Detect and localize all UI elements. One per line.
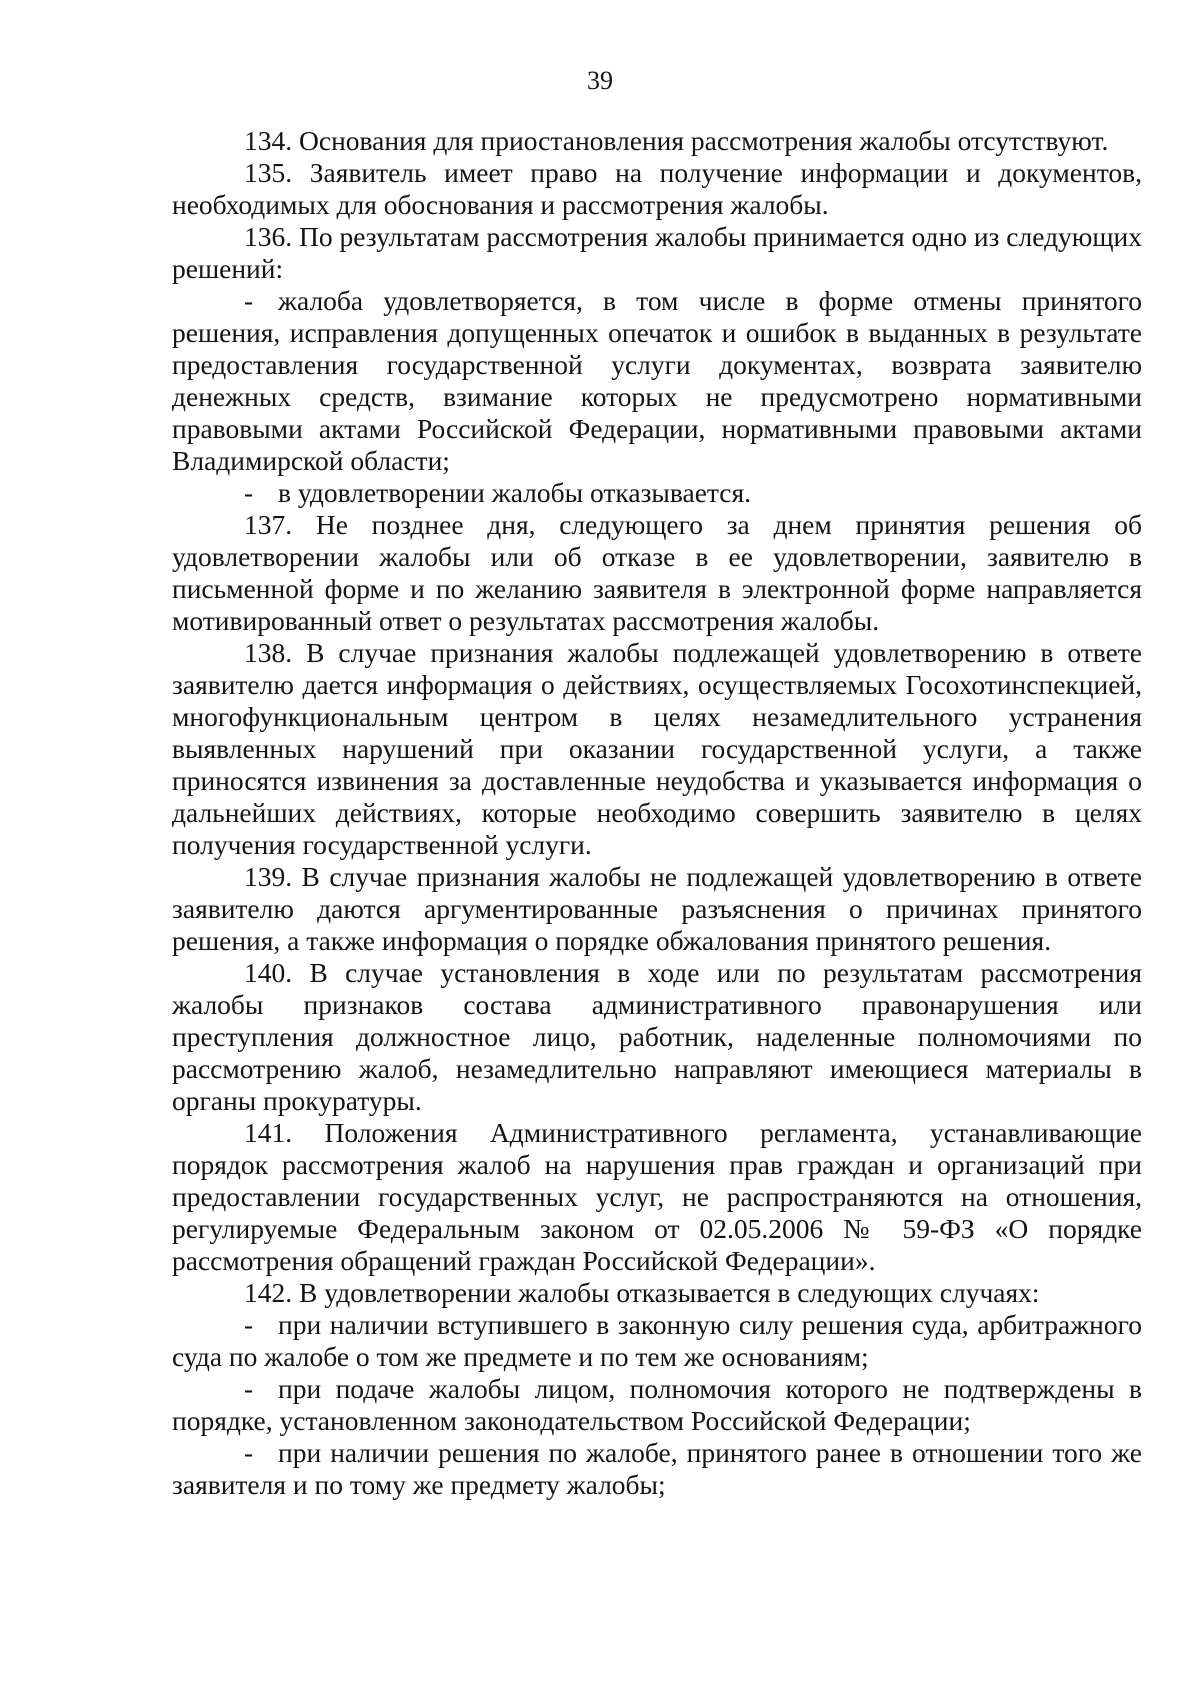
- paragraph-text: 139. В случае признания жалобы не подлежащей удовлетворению в ответе заявителю даются аргументированные разъяснения о причинах принятого решения, а также информация о порядке обжалования принятого решения.: [172, 861, 1142, 956]
- paragraph-134: [172, 125, 1142, 157]
- list-dash: -: [244, 1373, 254, 1404]
- list-dash: -: [244, 1437, 254, 1468]
- paragraph-136: [172, 221, 1142, 285]
- list-item-text: при наличии решения по жалобе, принятого ранее в отношении того же заявителя и по тому же предмету жалобы;: [172, 1437, 1142, 1500]
- paragraph-text: 136. По результатам рассмотрения жалобы принимается одно из следующих решений:: [172, 221, 1142, 284]
- paragraph-141: [172, 1117, 1142, 1277]
- list-item: [172, 285, 1142, 477]
- paragraph-text: 137. Не позднее дня, следующего за днем принятия решения об удовлетворении жалобы или об отказе в ее удовлетворении, заявителю в письменной форме и по желанию заявителя в электронной форме направляется мотивированный ответ о результатах рассмотрения жалобы.: [172, 509, 1142, 636]
- list-dash: -: [244, 1309, 254, 1340]
- paragraph-text: 140. В случае установления в ходе или по результатам рассмотрения жалобы признаков состава административного правонарушения или преступления должностное лицо, работник, наделенные полномочиями по рассмотрению жалоб, незамедлительно направляют имеющиеся материалы в органы прокуратуры.: [172, 957, 1142, 1116]
- paragraph-135: [172, 157, 1142, 221]
- paragraph-text: 134. Основания для приостановления рассмотрения жалобы отсутствуют.: [244, 125, 1109, 156]
- page-number: 39: [587, 66, 613, 95]
- list-item: [172, 1373, 1142, 1437]
- list-item-text: при наличии вступившего в законную силу решения суда, арбитражного суда по жалобе о том же предмете и по тем же основаниям;: [172, 1309, 1142, 1372]
- list-item: [172, 477, 1142, 509]
- paragraph-139: [172, 861, 1142, 957]
- document-body: [172, 125, 1142, 1501]
- paragraph-142: [172, 1277, 1142, 1309]
- list-dash: -: [244, 477, 254, 508]
- paragraph-140: [172, 957, 1142, 1117]
- list-dash: -: [244, 285, 254, 316]
- list-item: [172, 1437, 1142, 1501]
- paragraph-text: 141. Положения Административного регламента, устанавливающие порядок рассмотрения жалоб на нарушения прав граждан и организаций при предоставлении государственных услуг, не распространяются на отношения, регулируемые Федеральным законом от 02.05.2006 № 59-ФЗ «О порядке рассмотрения обращений граждан Российской Федерации».: [172, 1117, 1142, 1276]
- list-item-text: в удовлетворении жалобы отказывается.: [278, 477, 751, 508]
- paragraph-text: 135. Заявитель имеет право на получение информации и документов, необходимых для обоснования и рассмотрения жалобы.: [172, 157, 1142, 220]
- list-item-text: жалоба удовлетворяется, в том числе в форме отмены принятого решения, исправления допущенных опечаток и ошибок в выданных в результате предоставления государственной услуги документах, возврата заявителю денежных средств, взимание которых не предусмотрено нормативными правовыми актами Российской Федерации, нормативными правовыми актами Владимирской области;: [172, 285, 1142, 476]
- paragraph-138: [172, 637, 1142, 861]
- paragraph-text: 142. В удовлетворении жалобы отказывается в следующих случаях:: [244, 1277, 1040, 1308]
- list-item: [172, 1309, 1142, 1373]
- paragraph-text: 138. В случае признания жалобы подлежащей удовлетворению в ответе заявителю дается информация о действиях, осуществляемых Госохотинспекцией, многофункциональным центром в целях незамедлительного устранения выявленных нарушений при оказании государственной услуги, а также приносятся извинения за доставленные неудобства и указывается информация о дальнейших действиях, которые необходимо совершить заявителю в целях получения государственной услуги.: [172, 637, 1142, 860]
- list-item-text: при подаче жалобы лицом, полномочия которого не подтверждены в порядке, установленном законодательством Российской Федерации;: [172, 1373, 1142, 1436]
- paragraph-137: [172, 509, 1142, 637]
